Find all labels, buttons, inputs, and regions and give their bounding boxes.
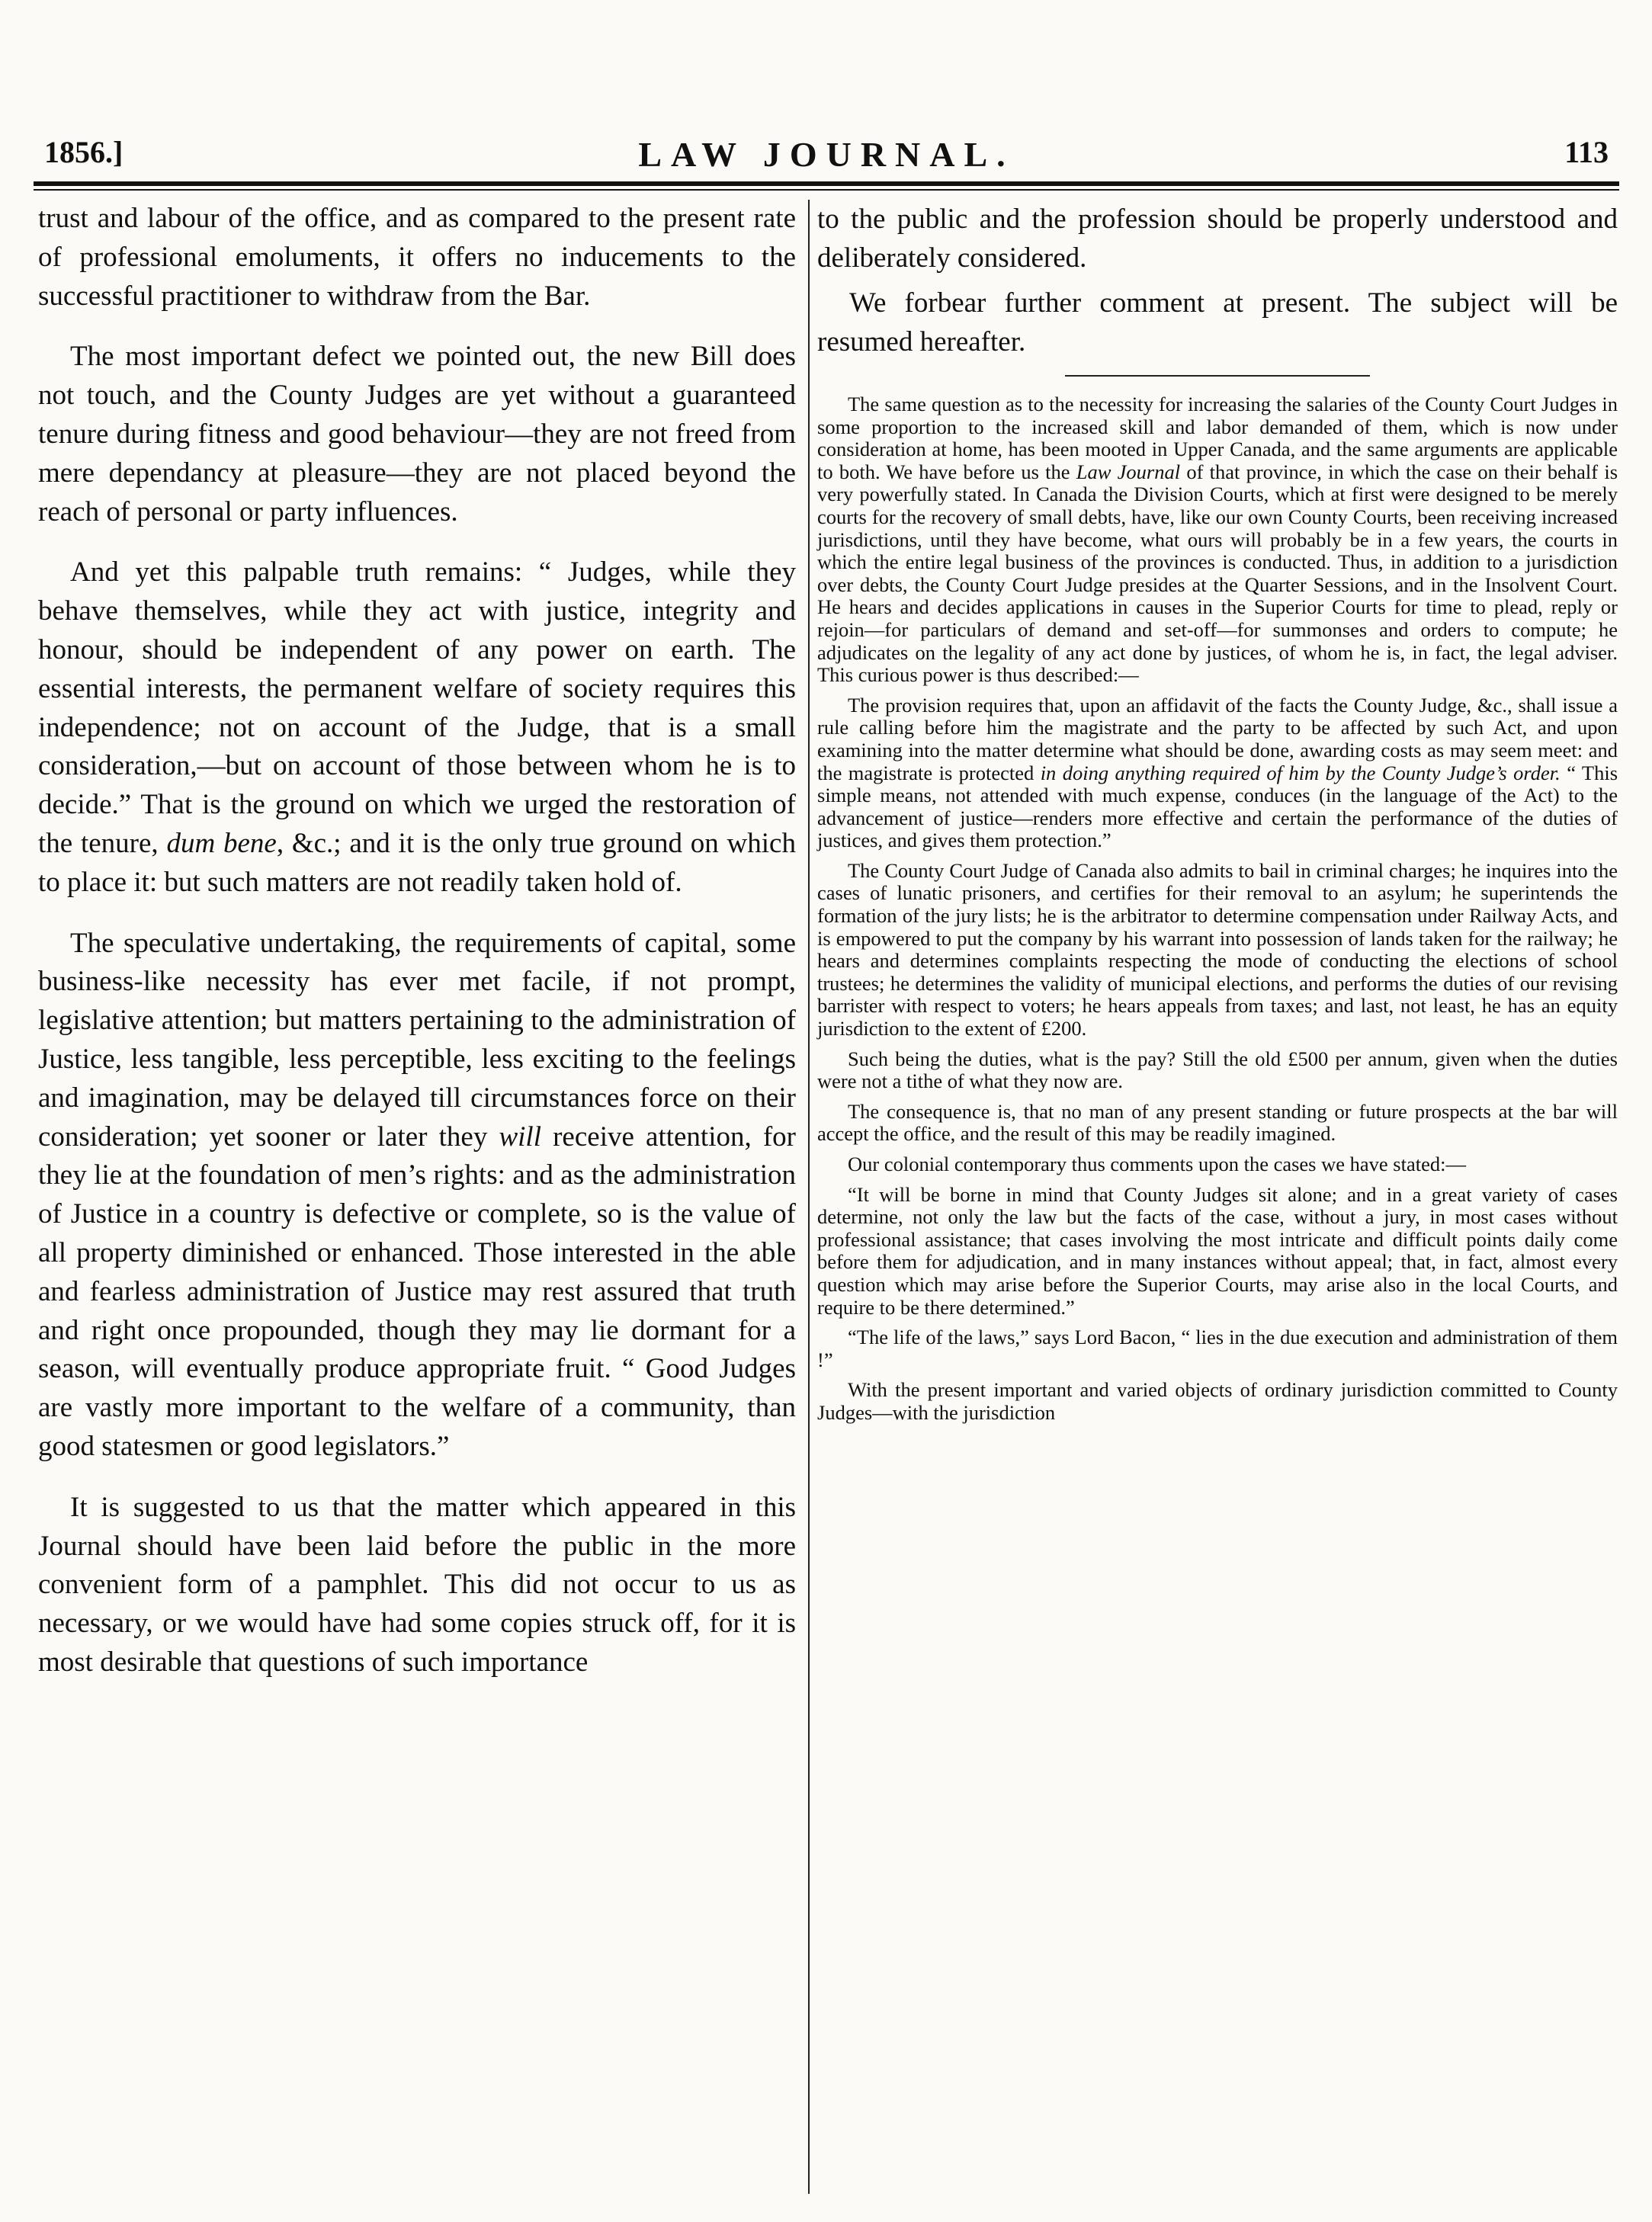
left-paragraph-3 [38, 553, 796, 902]
page-number: 113 [1564, 135, 1609, 169]
left-paragraph-4-text-a: The speculative undertaking, the requirements of capital, some business-like necessity has ever met facile, if not prompt, legislative attention; but matters pertaining to the administration of Justice, less tangible, less perceptible, less exciting to the feelings and imagination, may be delayed till circumstances force on their consideration; yet sooner or later they [38, 927, 796, 1153]
right-small-1-italic: Law Journal [1076, 460, 1181, 483]
right-small-9: With the present important and varied objects of ordinary jurisdiction committed to County Judges—with the jurisdiction [817, 1378, 1618, 1424]
left-column [38, 200, 796, 1704]
right-small-2-text-b: “ This simple means, not attended with much expense, conduces (in the language of the Act) to the advancement of justice—renders more effective and certain the performance of the duties of justices, and gives them protection.” [817, 761, 1618, 852]
right-small-4: Such being the duties, what is the pay? Still the old £500 per annum, given when the duties were not a tithe of what they now are. [817, 1047, 1618, 1093]
left-paragraph-4-text-b: receive attention, for they lie at the foundation of men’s rights: and as the administration of Justice in a country is defective or complete, so is the value of all property diminished or enhanced. Those interested in the able and fearless administration of Justice may rest assured that truth and right once propounded, though they may lie dormant for a season, will eventually produce appropriate fruit. “ Good Judges are vastly more important to the welfare of a community, than good statesmen or good legislators.” [38, 1121, 797, 1462]
right-column [817, 200, 1618, 1432]
right-small-2-italic: in doing anything required of him by the County Judge’s order. [1040, 761, 1561, 784]
right-small-1-text-a: The same question as to the necessity for increasing the salaries of the County Court Judges in some proportion to the increased skill and labor demanded of them, which is now under consideration at home, has been mooted in Upper Canada, and the same arguments are applicable to both. We have before us the [817, 393, 1618, 483]
right-small-7: “It will be borne in mind that County Judges sit alone; and in a great variety of cases determine, not only the law but the facts of the case, without a jury, in most cases without professional assistance; that cases involving the most intricate and difficult points daily come before them for adjudication, and in many instances without appeal; that, in fact, almost every question which may arise before the Superior Courts, may arise also in the local Courts, and require to be there determined.” [817, 1182, 1618, 1319]
journal-title: LAW JOURNAL. [638, 135, 1015, 174]
right-small-1-text-b: of that province, in which the case on their behalf is very powerfully stated. In Canada the Division Courts, which at first were designed to be merely courts for the recovery of small debts, have, like our own County Courts, been receiving increased jurisdictions, until they have become, what ours will probably be in a few years, the courts in which the entire legal business of the provinces is conducted. Thus, in addition to a jurisdiction over debts, the County Court Judge presides at the Quarter Sessions, and in the Insolvent Court. He hears and decides applications in causes in the Superior Courts for time to plead, reply or rejoin—for particulars of demand and set-off—for summonses and orders to compute; he adjudicates on the legality of any act done by justices, of whom he is, in fact, the legal adviser. This curious power is thus described:— [817, 460, 1618, 687]
left-paragraph-3-text-b: , &c.; and it is the only true ground on which to place it: but such matters are not readily taken hold of. [38, 827, 796, 898]
left-paragraph-1: trust and labour of the office, and as compared to the present rate of professional emoluments, it offers no inducements to the successful practitioner to withdraw from the Bar. [38, 203, 796, 312]
left-paragraph-3-text-a: And yet this palpable truth remains: “ Judges, while they behave themselves, while they act with justice, integrity and honour, should be independent of any power on earth. The essential interests, the permanent welfare of society requires this independence; not on account of the Judge, that is a small consideration,—but on account of those between whom he is to decide.” That is the ground on which we urged the restoration of the tenure, [38, 556, 796, 859]
right-small-5: The consequence is, that no man of any present standing or future prospects at the bar will accept the office, and the result of this may be readily imagined. [817, 1099, 1618, 1146]
right-lead-2: We forbear further comment at present. The subject will be resumed hereafter. [817, 287, 1618, 358]
left-paragraph-4-italic: will [499, 1121, 541, 1153]
header-year: 1856.] [44, 135, 123, 169]
left-paragraph-5: It is suggested to us that the matter which appeared in this Journal should have been laid before the public in the more convenient form of a pamphlet. This did not occur to us as necessary, or we would have had some copies struck off, for it is most desirable that questions of such importance [38, 1491, 796, 1678]
right-small-2 [817, 694, 1618, 852]
right-small-8: “The life of the laws,” says Lord Bacon, “ lies in the due execution and administration of them !” [817, 1326, 1618, 1371]
header-rule-thin [34, 189, 1619, 191]
left-paragraph-4 [38, 925, 796, 1467]
left-paragraph-2: The most important defect we pointed out, the new Bill does not touch, and the County Judges are yet without a guaranteed tenure during fitness and good behaviour—they are not freed from mere dependancy at pleasure—they are not placed beyond the reach of personal or party influences. [38, 341, 796, 527]
right-small-6: Our colonial contemporary thus comments upon the cases we have stated:— [848, 1153, 1466, 1175]
right-small-2-text-a: The provision requires that, upon an affidavit of the facts the County Judge, &c., shall issue a rule calling before him the magistrate and the party to be affected by such Act, and upon examining into the matter determine what should be done, awarding costs as may seem meet: and the magistrate is protected [817, 693, 1618, 784]
left-paragraph-3-italic: dum bene [166, 827, 277, 859]
header-rule-thick [34, 181, 1619, 186]
column-divider [808, 200, 810, 2194]
running-head [34, 134, 1619, 180]
right-small-1 [817, 393, 1618, 687]
section-rule [1065, 375, 1370, 377]
right-small-3: The County Court Judge of Canada also admits to bail in criminal charges; he inquires into the cases of lunatic prisoners, and certifies for their removal to an asylum; he superintends the formation of the jury lists; he is the arbitrator to determine compensation under Railway Acts, and is empowered to put the company by his warrant into possession of lands taken for the railway; he hears and determines complaints respecting the mode of conducting the elections of school trustees; he determines the validity of municipal elections, and performs the duties of our revising barrister with respect to voters; he hears appeals from taxes; and last, not least, he has an equity jurisdiction to the extent of £200. [817, 858, 1618, 1040]
right-lead-1: to the public and the profession should be properly understood and deliberately considered. [817, 204, 1618, 274]
